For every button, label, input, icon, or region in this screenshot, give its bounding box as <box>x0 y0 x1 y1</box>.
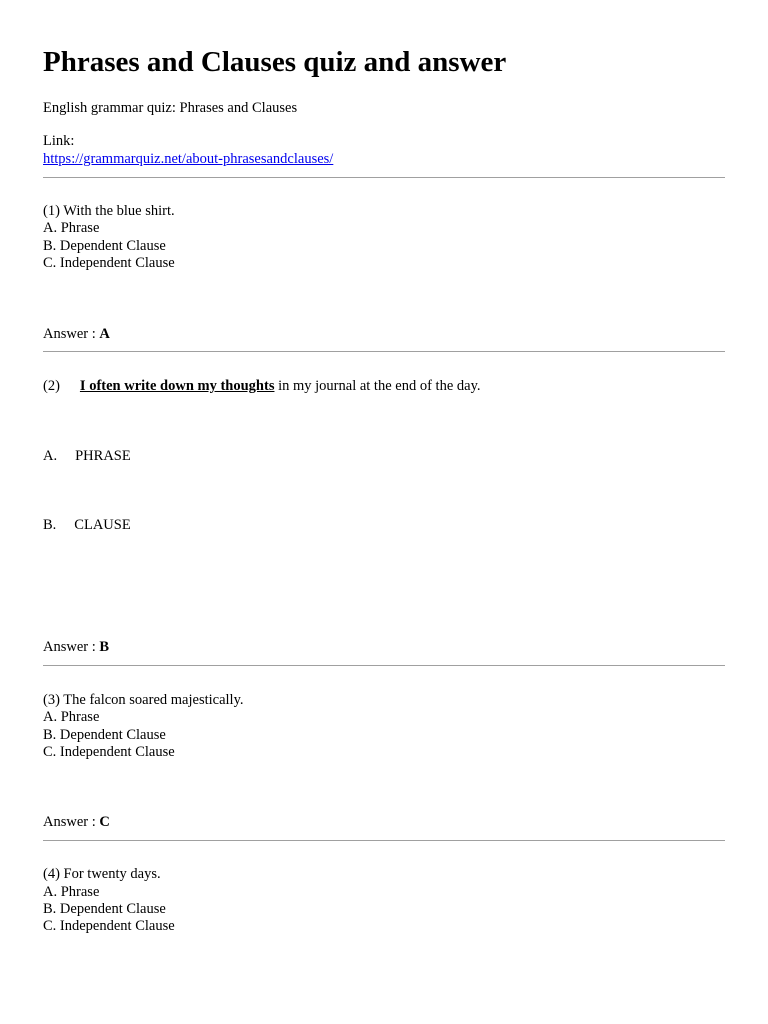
divider <box>43 840 725 841</box>
question-3-option-c: C. Independent Clause <box>43 744 175 760</box>
answer-label: Answer : <box>43 814 96 830</box>
question-3-text: (3) The falcon soared majestically. <box>43 692 244 708</box>
question-4-option-a: A. Phrase <box>43 884 100 900</box>
question-3-option-a: A. Phrase <box>43 709 100 725</box>
question-2-option-a <box>43 448 131 466</box>
link-label: Link: <box>43 133 75 149</box>
question-1-text: (1) With the blue shirt. <box>43 203 175 219</box>
question-4-option-c: C. Independent Clause <box>43 918 175 934</box>
subtitle: English grammar quiz: Phrases and Clauses <box>43 100 298 116</box>
answer-letter: A <box>99 326 110 342</box>
question-2-rest: in my journal at the end of the day. <box>274 378 481 394</box>
question-2-option-b <box>43 517 131 535</box>
divider <box>43 351 725 352</box>
question-2-answer <box>43 639 109 657</box>
divider <box>43 177 725 178</box>
page-title: Phrases and Clauses quiz and answer <box>43 46 507 78</box>
question-1-answer <box>43 326 110 344</box>
answer-letter: C <box>99 814 110 830</box>
question-3-answer <box>43 814 110 832</box>
question-1-option-b: B. Dependent Clause <box>43 238 166 254</box>
question-2-text <box>43 378 481 396</box>
question-2-underlined: I often write down my thoughts <box>79 378 275 394</box>
answer-label: Answer : <box>43 639 96 655</box>
question-1-option-c: C. Independent Clause <box>43 255 175 271</box>
question-2-number: (2) <box>43 378 60 394</box>
answer-letter: B <box>99 639 110 655</box>
option-letter: A. <box>43 448 58 464</box>
question-3-option-b: B. Dependent Clause <box>43 727 166 743</box>
divider <box>43 665 725 666</box>
question-1-option-a: A. Phrase <box>43 220 100 236</box>
answer-label: Answer : <box>43 326 96 342</box>
question-4-option-b: B. Dependent Clause <box>43 901 166 917</box>
option-text: PHRASE <box>75 448 131 464</box>
question-4-text: (4) For twenty days. <box>43 866 161 882</box>
option-letter: B. <box>43 517 57 533</box>
option-text: CLAUSE <box>74 517 131 533</box>
source-link[interactable]: https://grammarquiz.net/about-phrasesandclauses/ <box>43 151 334 167</box>
